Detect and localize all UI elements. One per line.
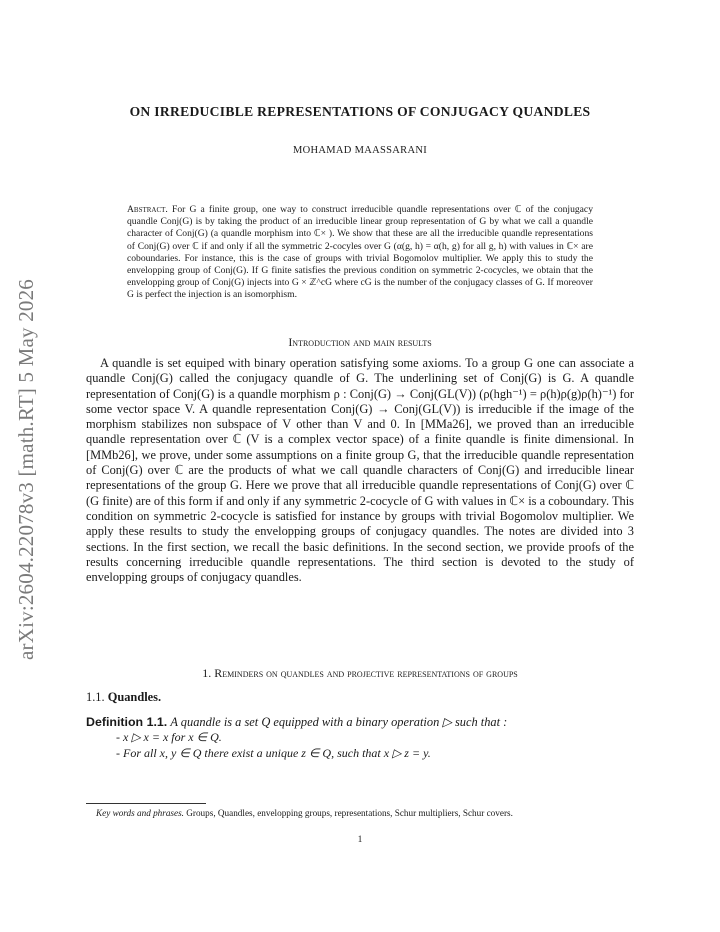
- intro-paragraph: A quandle is set equiped with binary operation satisfying some axioms. To a group G one can associate a quandle Conj(G) called the conjugacy quandle of G. The underlining set of Conj(G) is G. A quandle representation of Conj(G) is a quandle morphism ρ : Conj(G) → Conj(GL(V)) (ρ(hgh⁻¹) = ρ(h)ρ(g)ρ(h)⁻¹) for some vector space V. A quandle representation Conj(G) → Conj(GL(V)) is irreducible if the image of the morphism stabilizes non subspace of V other than V and 0. In [MMa26], we proved than an irreducible quandle representation over ℂ (V is a complex vector space) of a finite quandle is finite dimensional. In [MMb26], we prove, under some assumptions on a finite group G, that the irreducible quandle representation of Conj(G) over ℂ are the products of what we call quandle characters of Conj(G) and irreducible linear representations of the group G. Here we prove that all irreducible quandle representations of Conj(G) over ℂ (G finite) are of this form if and only if any symmetric 2-cocycle of G with values in ℂ× is a coboundary. This condition on symmetric 2-cocycle is satisfied for instance by groups with trivial Bogomolov multiplier. We apply these results to study the envelopping groups of conjugacy quandles. The notes are divided into 3 sections. In the first section, we recall the basic definitions. In the second section, we provide proofs of the results concerning irreducible quandle representations. The third section is devoted to the study of envelopping groups of conjugacy quandles.: [86, 356, 634, 585]
- abstract: [127, 204, 593, 302]
- definition-item: - For all x, y ∈ Q there exist a unique z ∈ Q, such that x ▷ z = y.: [116, 745, 431, 760]
- definition-statement: A quandle is a set Q equipped with a binary operation ▷ such that :: [170, 715, 508, 729]
- arxiv-identifier: [14, 250, 54, 660]
- arxiv-identifier-text: arXiv:2604.22078v3 [math.RT] 5 May 2026: [14, 279, 38, 660]
- abstract-label: Abstract.: [127, 204, 168, 215]
- definition-items: [86, 730, 634, 761]
- subsection-number: 1.1.: [86, 690, 105, 704]
- footnote: [86, 807, 634, 819]
- page-number: 1: [357, 835, 363, 845]
- footnote-rule: [86, 803, 206, 804]
- abstract-text: For G a finite group, one way to construct irreducible quandle representations over ℂ of the conjugacy quandle Conj(G) is by taking the product of an irreducible linear group representation of G by what we call a quandle character of Conj(G) (a quandle morphism into ℂ× ). We show that these are all the irreducible quandle representations of Conj(G) over ℂ if and only if all the symmetric 2-cocyles over G (α(g, h) = α(h, g) for all g, h) with values in ℂ× are coboundaries. For instance, this is the case of groups with trivial Bogomolov multiplier. We apply this to study the envelopping group of Conj(G). If G finite satisfies the previous condition on symmetric 2-cocycles, we obtain that the envelopping group of Conj(G) injects into G × ℤ^cG where cG is the number of the conjugacy classes of G. If moreover G is perfect the injection is an isomorphism.: [127, 204, 593, 301]
- footnote-text: Groups, Quandles, envelopping groups, representations, Schur multipliers, Schur covers.: [186, 808, 513, 818]
- definition-block: [86, 715, 634, 761]
- intro-heading: Introduction and main results: [288, 335, 432, 349]
- subsection-heading: [86, 690, 161, 705]
- author-name: MOHAMAD MAASSARANI: [292, 145, 428, 156]
- definition-label: Definition 1.1.: [86, 715, 168, 729]
- paper-title: ON IRREDUCIBLE REPRESENTATIONS OF CONJUGACY QUANDLES: [129, 104, 591, 119]
- definition-item: - x ▷ x = x for x ∈ Q.: [116, 730, 222, 745]
- section-1-heading: 1. Reminders on quandles and projective representations of groups: [202, 666, 518, 680]
- footnote-label: Key words and phrases.: [96, 808, 184, 818]
- subsection-title: Quandles.: [107, 690, 162, 704]
